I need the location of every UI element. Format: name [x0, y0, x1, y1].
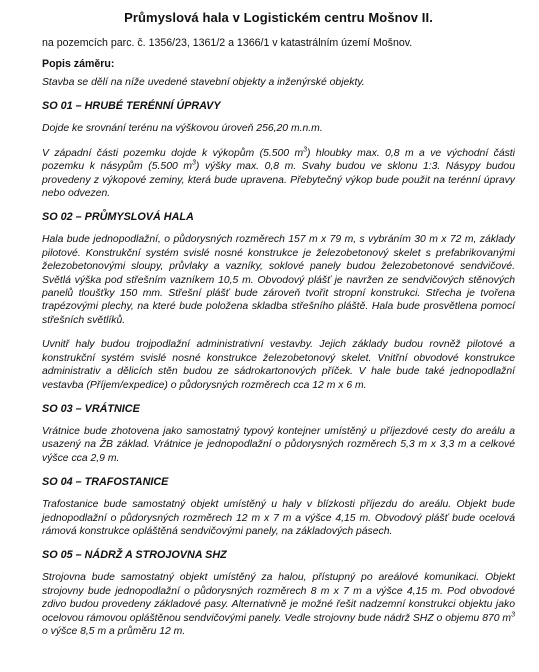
so01-paragraph-1: Dojde ke srovnání terénu na výškovou úroveň 256,20 m.n.m.	[42, 123, 323, 135]
so01-paragraph-2	[42, 147, 515, 201]
section-heading-so02: SO 02 – PRŮMYSLOVÁ HALA	[42, 211, 194, 224]
so02-paragraph-2: Uvnitř haly budou trojpodlažní administrativní vestavby. Jejich základy budou rovněž pilotové a konstrukční systém svislé nosné konstrukce železobetonový skelet. Vnitřní obvodové konstrukce administrativ a dělicích stěn budou ze sádrokartonových příček. V hale bude také jednopodlažní vestavba (Příjem/expedice) o půdorysných rozměrech cca 12 m x 6 m.	[42, 339, 515, 391]
so02-paragraph-1: Hala bude jednopodlažní, o půdorysných rozměrech 157 m x 79 m, s vybráním 30 m x 72 m, základy pilotové. Konstrukční systém svislé nosné konstrukce je železobetonový skelet s prefabrikovanými železobetonovými sloupy, průvlaky a vazníky, soklové panely budou železobetonové sendvičové. Světlá výška pod střešním vazníkem 10,5 m. Obvodový plášť je navržen ze sendvičových stěnových panelů tloušťky 150 mm. Střešní plášť bude zároveň tvořit stropní konstrukci. Střecha je tvořena trapézovými plechy, na které bude položena skladba střešního pláště. Hala bude prosvětlena pomocí střešních světlíků.	[42, 234, 515, 326]
description-heading: Popis záměru:	[42, 58, 115, 70]
so03-paragraph-1: Vrátnice bude zhotovena jako samostatný typový kontejner umístěný u příjezdové cesty do areálu a usazený na ŽB základ. Vrátnice je jednopodlažní o půdorysných rozměrech 5,3 m x 3,3 m a celkové výšce cca 2,9 m.	[42, 425, 515, 464]
description-text: Stavba se dělí na níže uvedené stavební objekty a inženýrské objekty.	[42, 77, 365, 88]
so01-p2-part-a: V západní části pozemku dojde k výkopům (5.500 m	[42, 147, 304, 159]
section-heading-so05: SO 05 – NÁDRŽ A STROJOVNA SHZ	[42, 549, 227, 562]
document-title: Průmyslová hala v Logistickém centru Mošnov II.	[124, 10, 433, 25]
so01-p2-part-b: ) hloubky max. 0,8 m a ve východní části pozemku k násypům (5.500 m	[42, 147, 515, 173]
so05-p1-superscript: 3	[511, 611, 515, 619]
so01-p2-superscript-2: 3	[192, 159, 196, 167]
so05-p1-end: o výšce 8,5 m a průměru 12 m.	[42, 625, 186, 637]
intro-text: na pozemcích parc. č. 1356/23, 1361/2 a 1366/1 v katastrálním území Mošnov.	[42, 37, 413, 49]
so05-p1-text: Strojovna bude samostatný objekt umístěný za halou, přístupný po areálové komunikaci. Objekt strojovny bude jednopodlažní o půdorysných rozměrech 8 m x 7 m a výšce 4,15 m. Pod obvodové zdivo budou provedeny základové pasy. Alternativně je možné řešit nadzemní konstrukci objektu jako ocelovou rámovou opláštěnou sendvičovými panely. Vedle strojovny bude nádrž SHZ o objemu 870 m	[42, 572, 515, 624]
section-heading-so01: SO 01 – HRUBÉ TERÉNNÍ ÚPRAVY	[42, 100, 221, 113]
so05-paragraph-1	[42, 571, 515, 638]
section-heading-so04: SO 04 – TRAFOSTANICE	[42, 476, 169, 489]
so04-paragraph-1: Trafostanice bude samostatný objekt umístěný u haly v blízkosti příjezdu do areálu. Objekt bude jednopodlažní o půdorysných rozměrech 12 m x 7 m a výšce 4,15 m. Obvodový plášť bude ocelová rámová konstrukce opláštěná sendvičovými panely, na základových pásech.	[42, 499, 515, 537]
so01-p2-superscript-1: 3	[303, 146, 308, 154]
so01-p2-part-c: ) výšky max. 0,8 m. Svahy budou ve sklonu 1:3. Násypy budou provedeny z výkopové zeminy, která bude upravena. Přebytečný výkop bude použit na terénní úpravy nebo odvezen.	[42, 161, 515, 200]
section-heading-so03: SO 03 – VRÁTNICE	[42, 402, 140, 415]
